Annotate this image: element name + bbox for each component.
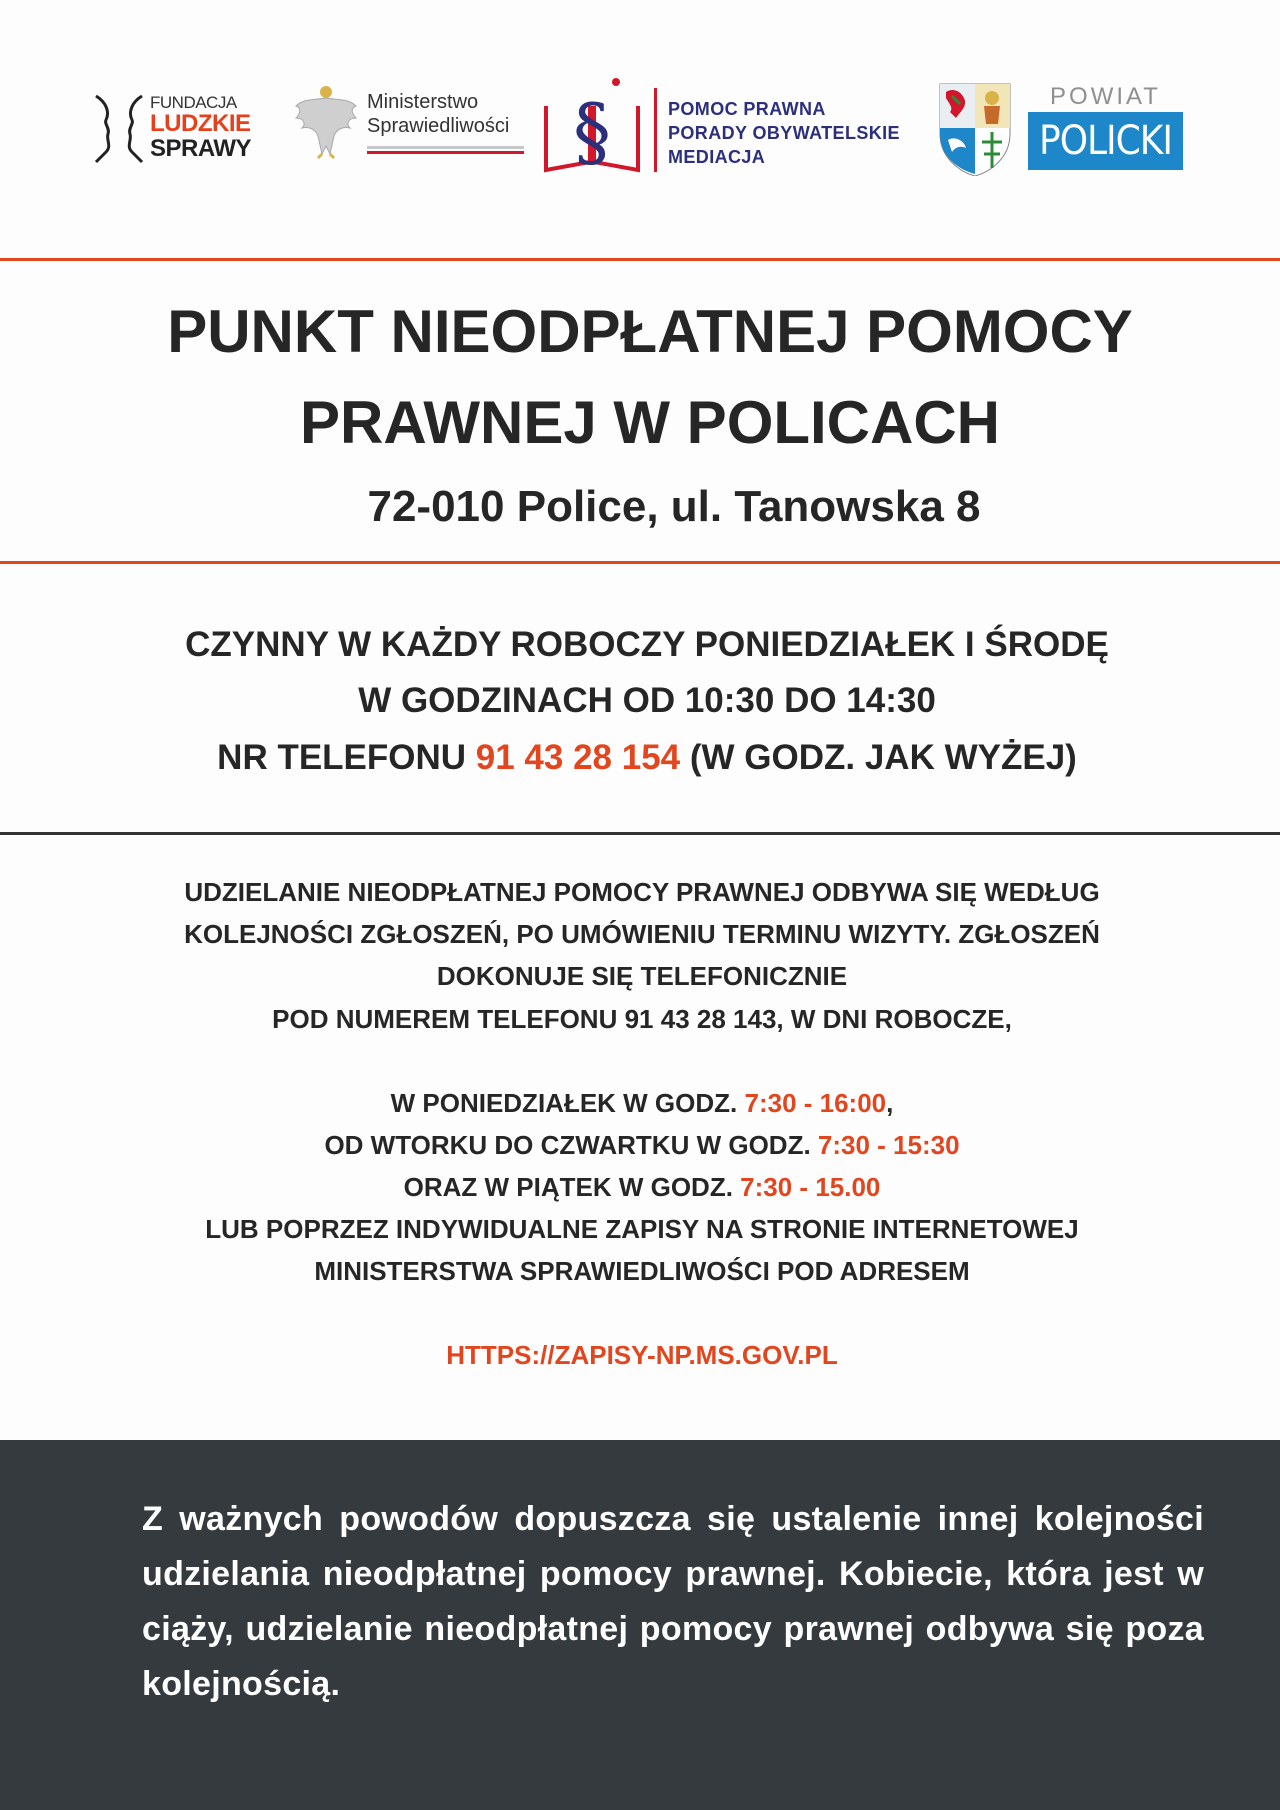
logo-powiat-line1: POWIAT bbox=[1050, 83, 1161, 110]
svg-text:§: § bbox=[573, 87, 611, 176]
top-red-divider bbox=[0, 258, 1280, 261]
logo-powiat-policki bbox=[938, 82, 1198, 182]
logo-fundacja-line3: SPRAWY bbox=[150, 135, 252, 162]
info-line3: DOKONUJE SIĘ TELEFONICZNIE bbox=[436, 961, 848, 991]
logo-ministerstwo-red-bar bbox=[367, 151, 524, 154]
footer-notice bbox=[0, 1440, 1280, 1810]
logo-ministerstwo-line2: Sprawiedliwości bbox=[367, 115, 510, 137]
logo-fundacja-ludzkie-sprawy bbox=[90, 92, 260, 164]
friday-hours-line bbox=[2, 1172, 1280, 1202]
tue-thu-hours: 7:30 - 15:30 bbox=[817, 1130, 960, 1160]
logo-pomoc-line1: POMOC PRAWNA bbox=[668, 99, 826, 119]
phone-suffix: (W GODZ. JAK WYŻEJ) bbox=[680, 738, 1077, 777]
coat-of-arms-icon bbox=[938, 82, 1012, 176]
logo-powiat-line2: POLICKI bbox=[1028, 112, 1183, 170]
logo-pomoc-divider bbox=[654, 88, 657, 172]
registration-url[interactable]: HTTPS://ZAPISY-NP.MS.GOV.PL bbox=[446, 1340, 838, 1370]
info-line1: UDZIELANIE NIEODPŁATNEJ POMOCY PRAWNEJ ODBYWA SIĘ WEDŁUG bbox=[184, 877, 1100, 907]
middle-red-divider bbox=[0, 561, 1280, 564]
friday-hours: 7:30 - 15.00 bbox=[740, 1172, 881, 1202]
phone-prefix: NR TELEFONU bbox=[217, 738, 476, 777]
monday-hours: 7:30 - 16:00 bbox=[744, 1088, 887, 1118]
logo-fundacja-line2: LUDZKIE bbox=[150, 110, 251, 137]
phone-line bbox=[7, 737, 1280, 779]
page-title-line2: PRAWNEJ W POLICACH bbox=[299, 389, 1001, 456]
info-line4: POD NUMEREM TELEFONU 91 43 28 143, W DNI ROBOCZE, bbox=[272, 1004, 1012, 1034]
friday-prefix: ORAZ W PIĄTEK W GODZ. bbox=[403, 1172, 741, 1202]
faces-icon bbox=[90, 92, 148, 164]
eagle-emblem-icon bbox=[292, 84, 360, 160]
logo-pomoc-prawna bbox=[542, 76, 942, 176]
info-line2: KOLEJNOŚCI ZGŁOSZEŃ, PO UMÓWIENIU TERMINU WIZYTY. ZGŁOSZEŃ bbox=[184, 919, 1100, 949]
monday-hours-line bbox=[2, 1088, 1280, 1118]
logo-ministerstwo-line1: Ministerstwo bbox=[367, 91, 479, 113]
opening-days: CZYNNY W KAŻDY ROBOCZY PONIEDZIAŁEK I ŚRODĘ bbox=[185, 625, 1109, 664]
tue-thu-prefix: OD WTORKU DO CZWARTKU W GODZ. bbox=[324, 1130, 818, 1160]
logo-pomoc-line3: MEDIACJA bbox=[668, 147, 766, 167]
logo-ministerstwo bbox=[292, 84, 532, 164]
footer-notice-text: Z ważnych powodów dopuszcza się ustalenie innej kolejności udzielania nieodpłatnej pomocy prawnej. Kobiecie, która jest w ciąży, udzielanie nieodpłatnej pomocy prawnej odbywa się poza kolejnością. bbox=[142, 1500, 1204, 1703]
dark-divider bbox=[0, 832, 1280, 835]
tue-thu-hours-line bbox=[2, 1130, 1280, 1160]
address: 72-010 Police, ul. Tanowska 8 bbox=[367, 482, 981, 531]
logo-bar bbox=[90, 70, 1200, 180]
phone-number: 91 43 28 154 bbox=[475, 738, 681, 777]
logo-ministerstwo-gray-bar bbox=[367, 146, 524, 149]
logo-pomoc-line2: PORADY OBYWATELSKIE bbox=[668, 123, 900, 143]
paragraph-book-icon bbox=[542, 76, 642, 176]
logo-fundacja-line1: FUNDACJA bbox=[150, 93, 237, 112]
monday-prefix: W PONIEDZIAŁEK W GODZ. bbox=[390, 1088, 745, 1118]
opening-hours: W GODZINACH OD 10:30 DO 14:30 bbox=[358, 681, 936, 720]
page-title-line1: PUNKT NIEODPŁATNEJ POMOCY bbox=[167, 298, 1133, 365]
monday-suffix: , bbox=[886, 1088, 894, 1118]
info-line9: MINISTERSTWA SPRAWIEDLIWOŚCI POD ADRESEM bbox=[314, 1256, 970, 1286]
info-line8: LUB POPRZEZ INDYWIDUALNE ZAPISY NA STRONIE INTERNETOWEJ bbox=[205, 1214, 1079, 1244]
